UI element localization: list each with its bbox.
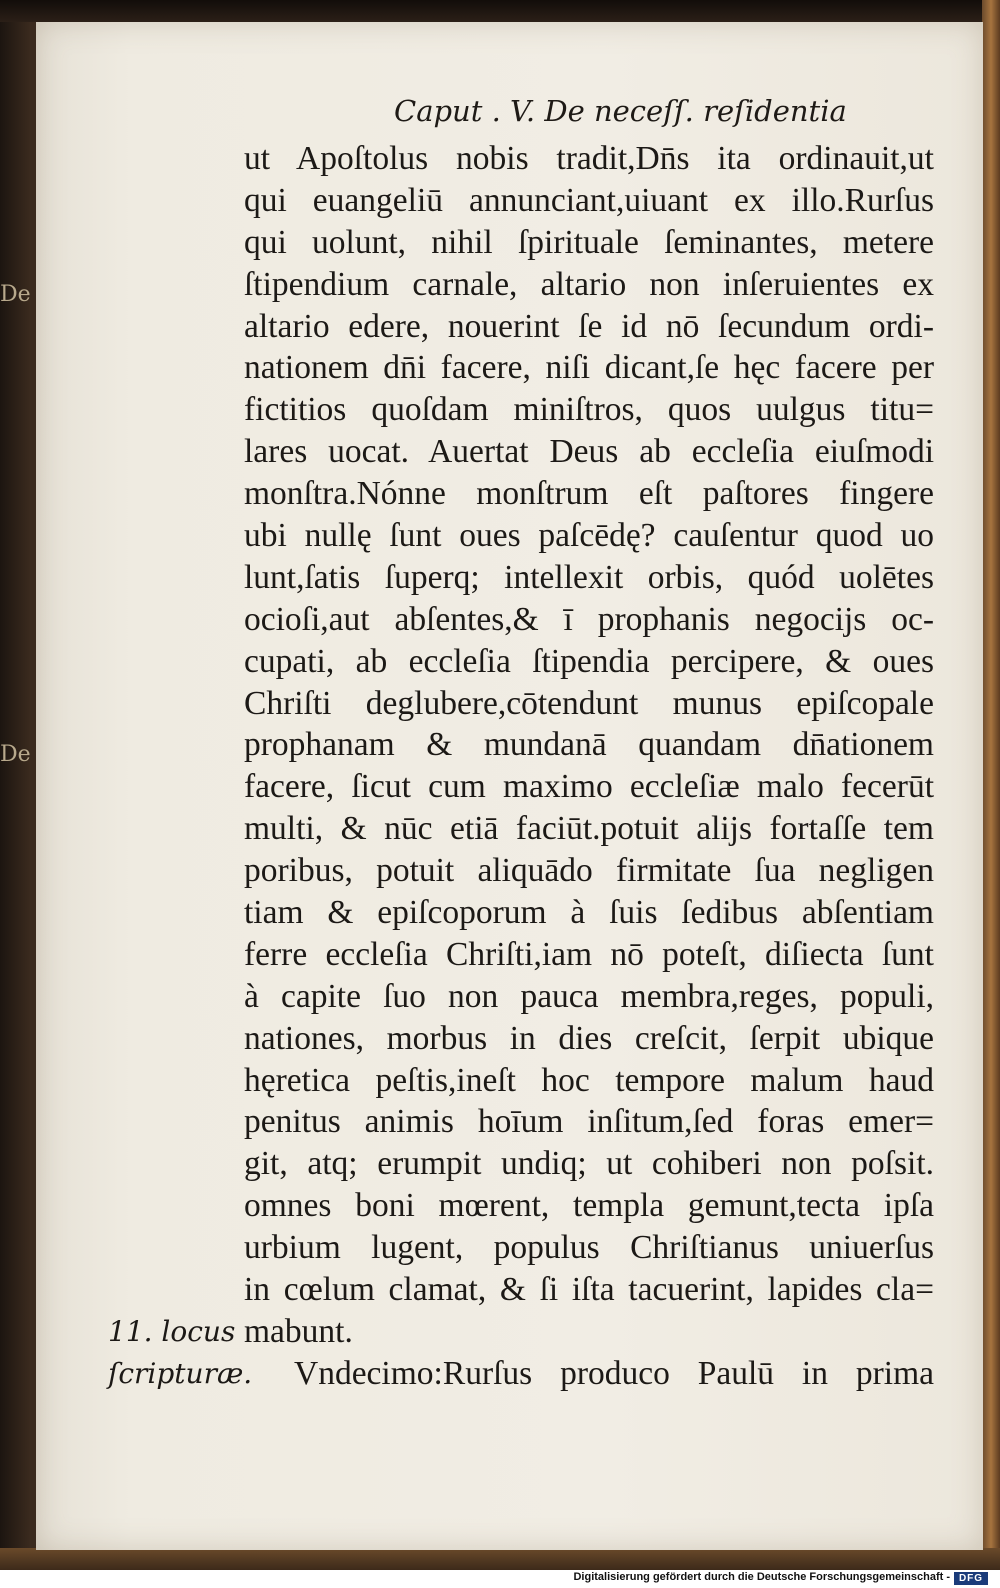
text-line: à capite ſuo non pauca membra,reges, populi, [244,977,934,1015]
facing-page-fragment: De [0,282,31,307]
bottom-edge [0,1548,1000,1570]
text-line: poribus, potuit aliquādo firmitate ſua negligen [244,852,934,890]
text-line: altario edere, nouerint ſe id nō ſecundum ordi- [244,307,934,345]
text-line: ut Apoſtolus nobis tradit,Dn̄s ita ordinauit,ut [244,140,934,177]
running-head: Caput . V. De neceſſ. reſidentia [394,94,847,128]
facing-page-fragment: De [0,742,31,767]
body-text [244,138,934,1395]
text-line: ocioſi,aut abſentes,& ī prophanis negocijs oc- [244,600,934,638]
text-line: tiam & epiſcoporum à ſuis ſedibus abſentiam [244,894,934,932]
text-line: lares uocat. Auertat Deus ab eccleſia eiuſmodi [244,433,934,471]
text-line: urbium lugent, populus Chriſtianus uniuerſus [244,1229,934,1267]
text-line: hęretica peſtis,ineſt hoc tempore malum haud [244,1061,934,1099]
text-line: omnes boni mœrent, templa gemunt,tecta ipſa [244,1187,934,1225]
text-line: facere, ſicut cum maximo eccleſiæ malo fecerūt [244,768,934,806]
digitization-footer [0,1570,1000,1588]
text-line: ubi nullę ſunt oues paſcēdę? cauſentur quod uo [244,517,934,555]
text-line: penitus animis hoīum inſitum,ſed foras emer= [244,1103,934,1141]
text-line: Chriſti deglubere,cōtendunt munus epiſcopale [244,684,934,722]
text-line: prophanam & mundanā quandam dn̄ationem [244,726,934,764]
paragraph-start-line: Vndecimo:Rurſus produco Paulū in prima [294,1354,934,1392]
book-page [36,22,983,1550]
book-spine-edge [982,0,1000,1570]
text-line: fictitios quoſdam miniſtros, quos uulgus titu= [244,391,934,429]
text-line: qui euangeliū annunciant,uiuant ex illo.Rurſus [244,181,934,219]
text-line: multi, & nūc etiā faciūt.potuit alijs fortaſſe tem [244,810,934,848]
margin-note: 11. locus [108,1315,236,1348]
text-line: cupati, ab eccleſia ſtipendia percipere, & oues [244,642,934,680]
margin-note: ſcripturæ. [108,1357,253,1390]
text-line: nationem dn̄i facere, niſi dicant,ſe hęc facere per [244,349,934,387]
text-line: qui uolunt, nihil ſpirituale ſeminantes, metere [244,223,934,261]
dfg-logo: DFG [954,1572,988,1585]
text-line: ſtipendium carnale, altario non inſeruientes ex [244,265,934,303]
text-line: in cœlum clamat, & ſi iſta tacuerint, lapides cla= [244,1271,934,1309]
text-line: ferre eccleſia Chriſti,iam nō poteſt, diſiecta ſunt [244,935,934,973]
top-edge [0,0,1000,22]
funding-credit: Digitalisierung gefördert durch die Deutsche Forschungsgemeinschaft - [573,1571,950,1583]
text-line: git, atq; erumpit undiq; ut cohiberi non poſsit. [244,1145,934,1183]
text-line: lunt,ſatis ſuperq; intellexit orbis, quód uolētes [244,558,934,596]
text-line: nationes, morbus in dies creſcit, ſerpit ubique [244,1019,934,1057]
text-line: mabunt. [244,1312,353,1350]
text-line: monſtra.Nónne monſtrum eſt paſtores fingere [244,475,934,513]
